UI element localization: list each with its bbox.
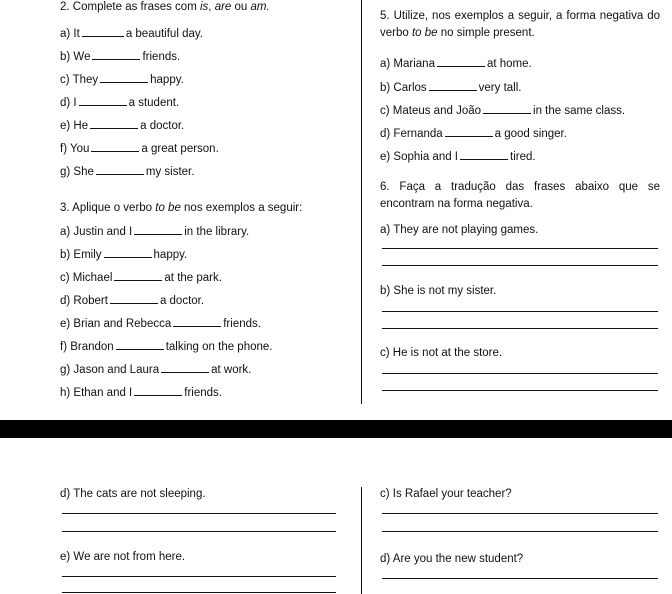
section-2-item-a: a) It a beautiful day.: [60, 28, 203, 40]
answer-blank[interactable]: [134, 385, 182, 396]
answer-blank[interactable]: [445, 126, 493, 137]
section-2-item-g: g) She my sister.: [60, 166, 195, 178]
section-3-item-h: h) Ethan and I friends.: [60, 387, 222, 399]
section-2-item-e: e) He a doctor.: [60, 120, 185, 132]
answer-line[interactable]: [62, 531, 336, 532]
section-3-item-a: a) Justin and I in the library.: [60, 226, 250, 238]
answer-blank[interactable]: [161, 362, 209, 373]
answer-blank[interactable]: [134, 224, 182, 235]
column-divider-page-2: [361, 487, 362, 594]
answer-blank[interactable]: [429, 80, 477, 91]
answer-blank[interactable]: [437, 56, 485, 67]
answer-line[interactable]: [62, 513, 336, 514]
answer-line[interactable]: [382, 328, 658, 329]
section-3-item-b: b) Emily happy.: [60, 249, 188, 261]
answer-line[interactable]: [382, 265, 658, 266]
page2-left-item-d: d) The cats are not sleeping.: [60, 488, 206, 500]
section-3-title: 3. Aplique o verbo to be nos exemplos a seguir:: [60, 202, 303, 214]
section-3-item-c: c) Michael at the park.: [60, 272, 222, 284]
section-3-item-g: g) Jason and Laura at work.: [60, 364, 252, 376]
answer-line[interactable]: [382, 531, 658, 532]
page2-right-item-c: c) Is Rafael your teacher?: [380, 488, 512, 500]
section-2-item-b: b) We friends.: [60, 51, 181, 63]
answer-blank[interactable]: [96, 164, 144, 175]
section-5-item-c: c) Mateus and João in the same class.: [380, 105, 626, 117]
answer-line[interactable]: [382, 373, 658, 374]
answer-blank[interactable]: [483, 103, 531, 114]
answer-line[interactable]: [382, 390, 658, 391]
section-2-title: 2. Complete as frases com is, are ou am.: [60, 1, 270, 13]
section-3-item-d: d) Robert a doctor.: [60, 295, 205, 307]
page-gap: [0, 438, 672, 448]
answer-blank[interactable]: [460, 149, 508, 160]
answer-blank[interactable]: [104, 247, 152, 258]
section-5-item-a: a) Mariana at home.: [380, 58, 532, 70]
answer-blank[interactable]: [110, 293, 158, 304]
section-5-item-d: d) Fernanda a good singer.: [380, 128, 567, 140]
page-break-bar: [0, 420, 672, 438]
answer-line[interactable]: [382, 311, 658, 312]
answer-line[interactable]: [62, 592, 336, 593]
answer-blank[interactable]: [79, 95, 127, 106]
section-2-item-d: d) I a student.: [60, 97, 180, 109]
section-5-item-b: b) Carlos very tall.: [380, 82, 522, 94]
section-5-item-e: e) Sophia and I tired.: [380, 151, 536, 163]
answer-blank[interactable]: [90, 118, 138, 129]
section-3-item-e: e) Brian and Rebecca friends.: [60, 318, 261, 330]
answer-blank[interactable]: [173, 316, 221, 327]
answer-line[interactable]: [62, 576, 336, 577]
section-3-item-f: f) Brandon talking on the phone.: [60, 341, 273, 353]
answer-blank[interactable]: [100, 72, 148, 83]
section-6-item-b: b) She is not my sister.: [380, 285, 497, 297]
page2-left-item-e: e) We are not from here.: [60, 551, 186, 563]
section-6-title: 6. Faça a tradução das frases abaixo que se encontram na forma negativa.: [380, 181, 660, 210]
column-divider: [361, 0, 362, 404]
answer-line[interactable]: [382, 578, 658, 579]
section-6-item-a: a) They are not playing games.: [380, 224, 539, 236]
page2-right-item-d: d) Are you the new student?: [380, 553, 524, 565]
answer-blank[interactable]: [116, 339, 164, 350]
answer-blank[interactable]: [91, 141, 139, 152]
section-6-item-c: c) He is not at the store.: [380, 347, 503, 359]
section-2-item-f: f) You a great person.: [60, 143, 219, 155]
answer-blank[interactable]: [114, 270, 162, 281]
answer-blank[interactable]: [82, 26, 124, 37]
answer-line[interactable]: [382, 248, 658, 249]
section-5-title: 5. Utilize, nos exemplos a seguir, a forma negativa do verbo to be no simple present.: [380, 10, 660, 39]
answer-blank[interactable]: [92, 49, 140, 60]
answer-line[interactable]: [382, 513, 658, 514]
section-2-item-c: c) They happy.: [60, 74, 184, 86]
